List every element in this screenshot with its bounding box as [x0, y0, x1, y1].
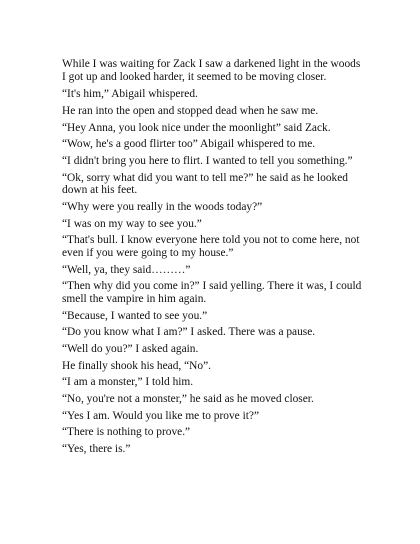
paragraph: “Yes I am. Would you like me to prove it?”: [62, 409, 260, 422]
document-body: [62, 58, 362, 460]
paragraph: “Well, ya, they said………”: [62, 263, 191, 276]
paragraph: “Wow, he's a good flirter too” Abigail whispered to me.: [62, 138, 316, 151]
paragraph: “Ok, sorry what did you want to tell me?” he said as he looked down at his feet.: [62, 171, 348, 197]
paragraph: “Well do you?” I asked again.: [62, 342, 199, 355]
paragraph: “Because, I wanted to see you.”: [62, 309, 208, 322]
paragraph: “I didn't bring you here to flirt. I wanted to tell you something.”: [62, 154, 353, 167]
paragraph: “No, you're not a monster,” he said as he moved closer.: [62, 392, 314, 405]
paragraph: He ran into the open and stopped dead when he saw me.: [62, 104, 319, 117]
paragraph: “I was on my way to see you.”: [62, 217, 202, 230]
paragraph: He finally shook his head, “No”.: [62, 359, 211, 372]
paragraph: “Hey Anna, you look nice under the moonlight” said Zack.: [62, 121, 331, 134]
paragraph: “It's him,” Abigail whispered.: [62, 88, 198, 101]
paragraph: “Why were you really in the woods today?”: [62, 200, 263, 213]
paragraph: “Then why did you come in?” I said yelling. There it was, I could smell the vampire in him again.: [62, 280, 362, 305]
paragraph: “I am a monster,” I told him.: [62, 376, 194, 389]
paragraph: “There is nothing to prove.”: [62, 426, 191, 439]
paragraph: While I was waiting for Zack I saw a darkened light in the woods I got up and looked harder, it seemed to be moving closer.: [62, 58, 361, 83]
paragraph: “Do you know what I am?” I asked. There was a pause.: [62, 326, 316, 339]
paragraph: “That's bull. I know everyone here told you not to come here, not even if you were going to my house.”: [62, 234, 360, 259]
paragraph: “Yes, there is.”: [62, 443, 131, 456]
